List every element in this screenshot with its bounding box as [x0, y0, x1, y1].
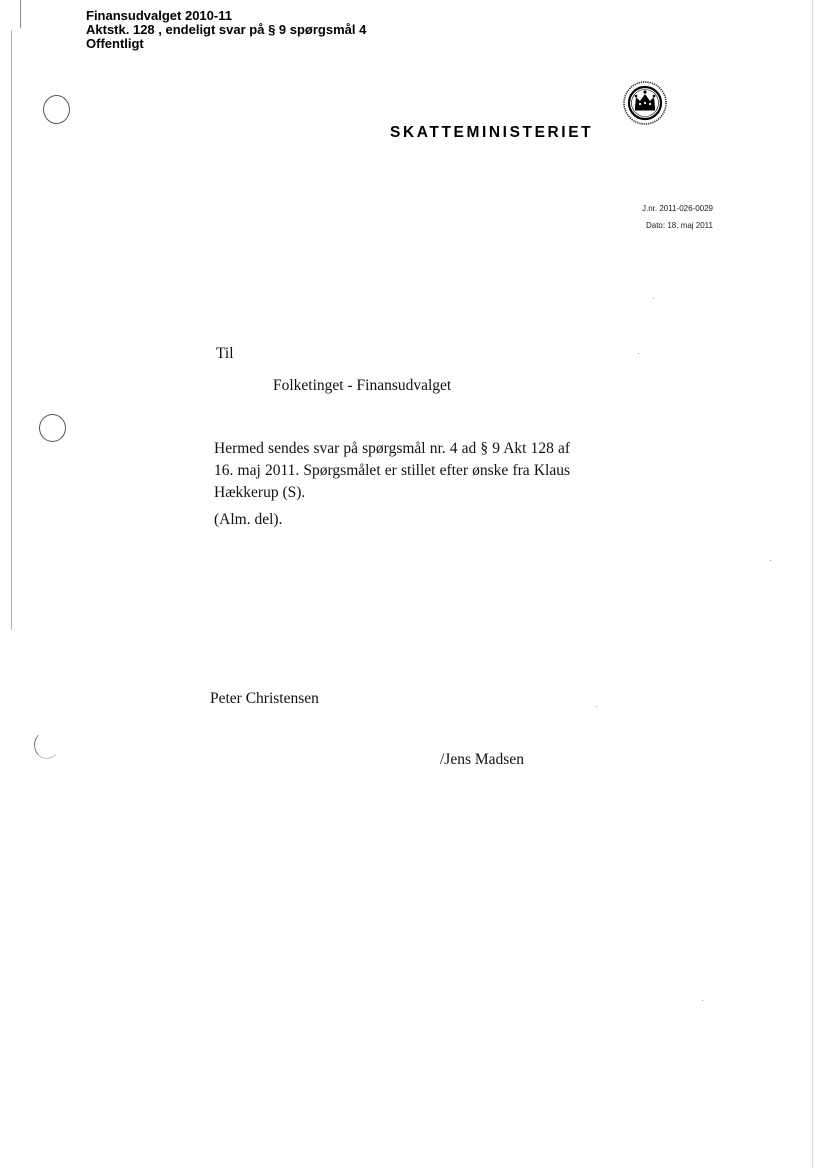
stamp-status: Offentligt	[86, 36, 144, 51]
to-label: Til	[216, 345, 234, 362]
punch-hole-bottom	[34, 731, 60, 759]
punch-hole-middle	[39, 414, 66, 442]
scan-speck	[702, 1000, 703, 1001]
ministry-name: SKATTEMINISTERIET	[390, 124, 594, 141]
scan-speck	[770, 560, 771, 561]
scan-speck	[596, 706, 597, 707]
scan-speck	[638, 353, 639, 354]
signatory-name-secondary: /Jens Madsen	[440, 751, 524, 768]
letter-note: (Alm. del).	[214, 511, 283, 528]
signatory-name: Peter Christensen	[210, 690, 319, 707]
letter-date: Dato: 18. maj 2011	[645, 221, 713, 230]
letter-body: Hermed sendes svar på spørgsmål nr. 4 ad § 9 Akt 128 af 16. maj 2011. Spørgsmålet er stillet efter ønske fra Klaus Hækkerup (S).	[214, 440, 570, 501]
punch-hole-top	[43, 95, 70, 124]
journal-number: J.nr. 2011-026-0029	[641, 204, 713, 213]
right-edge-line	[812, 0, 813, 1168]
reference-block	[560, 200, 713, 234]
stamp-committee: Finansudvalget 2010-11	[86, 8, 232, 23]
left-edge-line	[11, 30, 12, 630]
stamp-document: Aktstk. 128 , endeligt svar på § 9 spørgsmål 4	[86, 22, 367, 37]
left-edge-line-top	[20, 0, 21, 28]
scan-speck	[653, 298, 654, 299]
recipient: Folketinget - Finansudvalget	[273, 377, 452, 394]
header-stamp	[86, 9, 366, 51]
crown-seal-icon	[622, 80, 668, 126]
